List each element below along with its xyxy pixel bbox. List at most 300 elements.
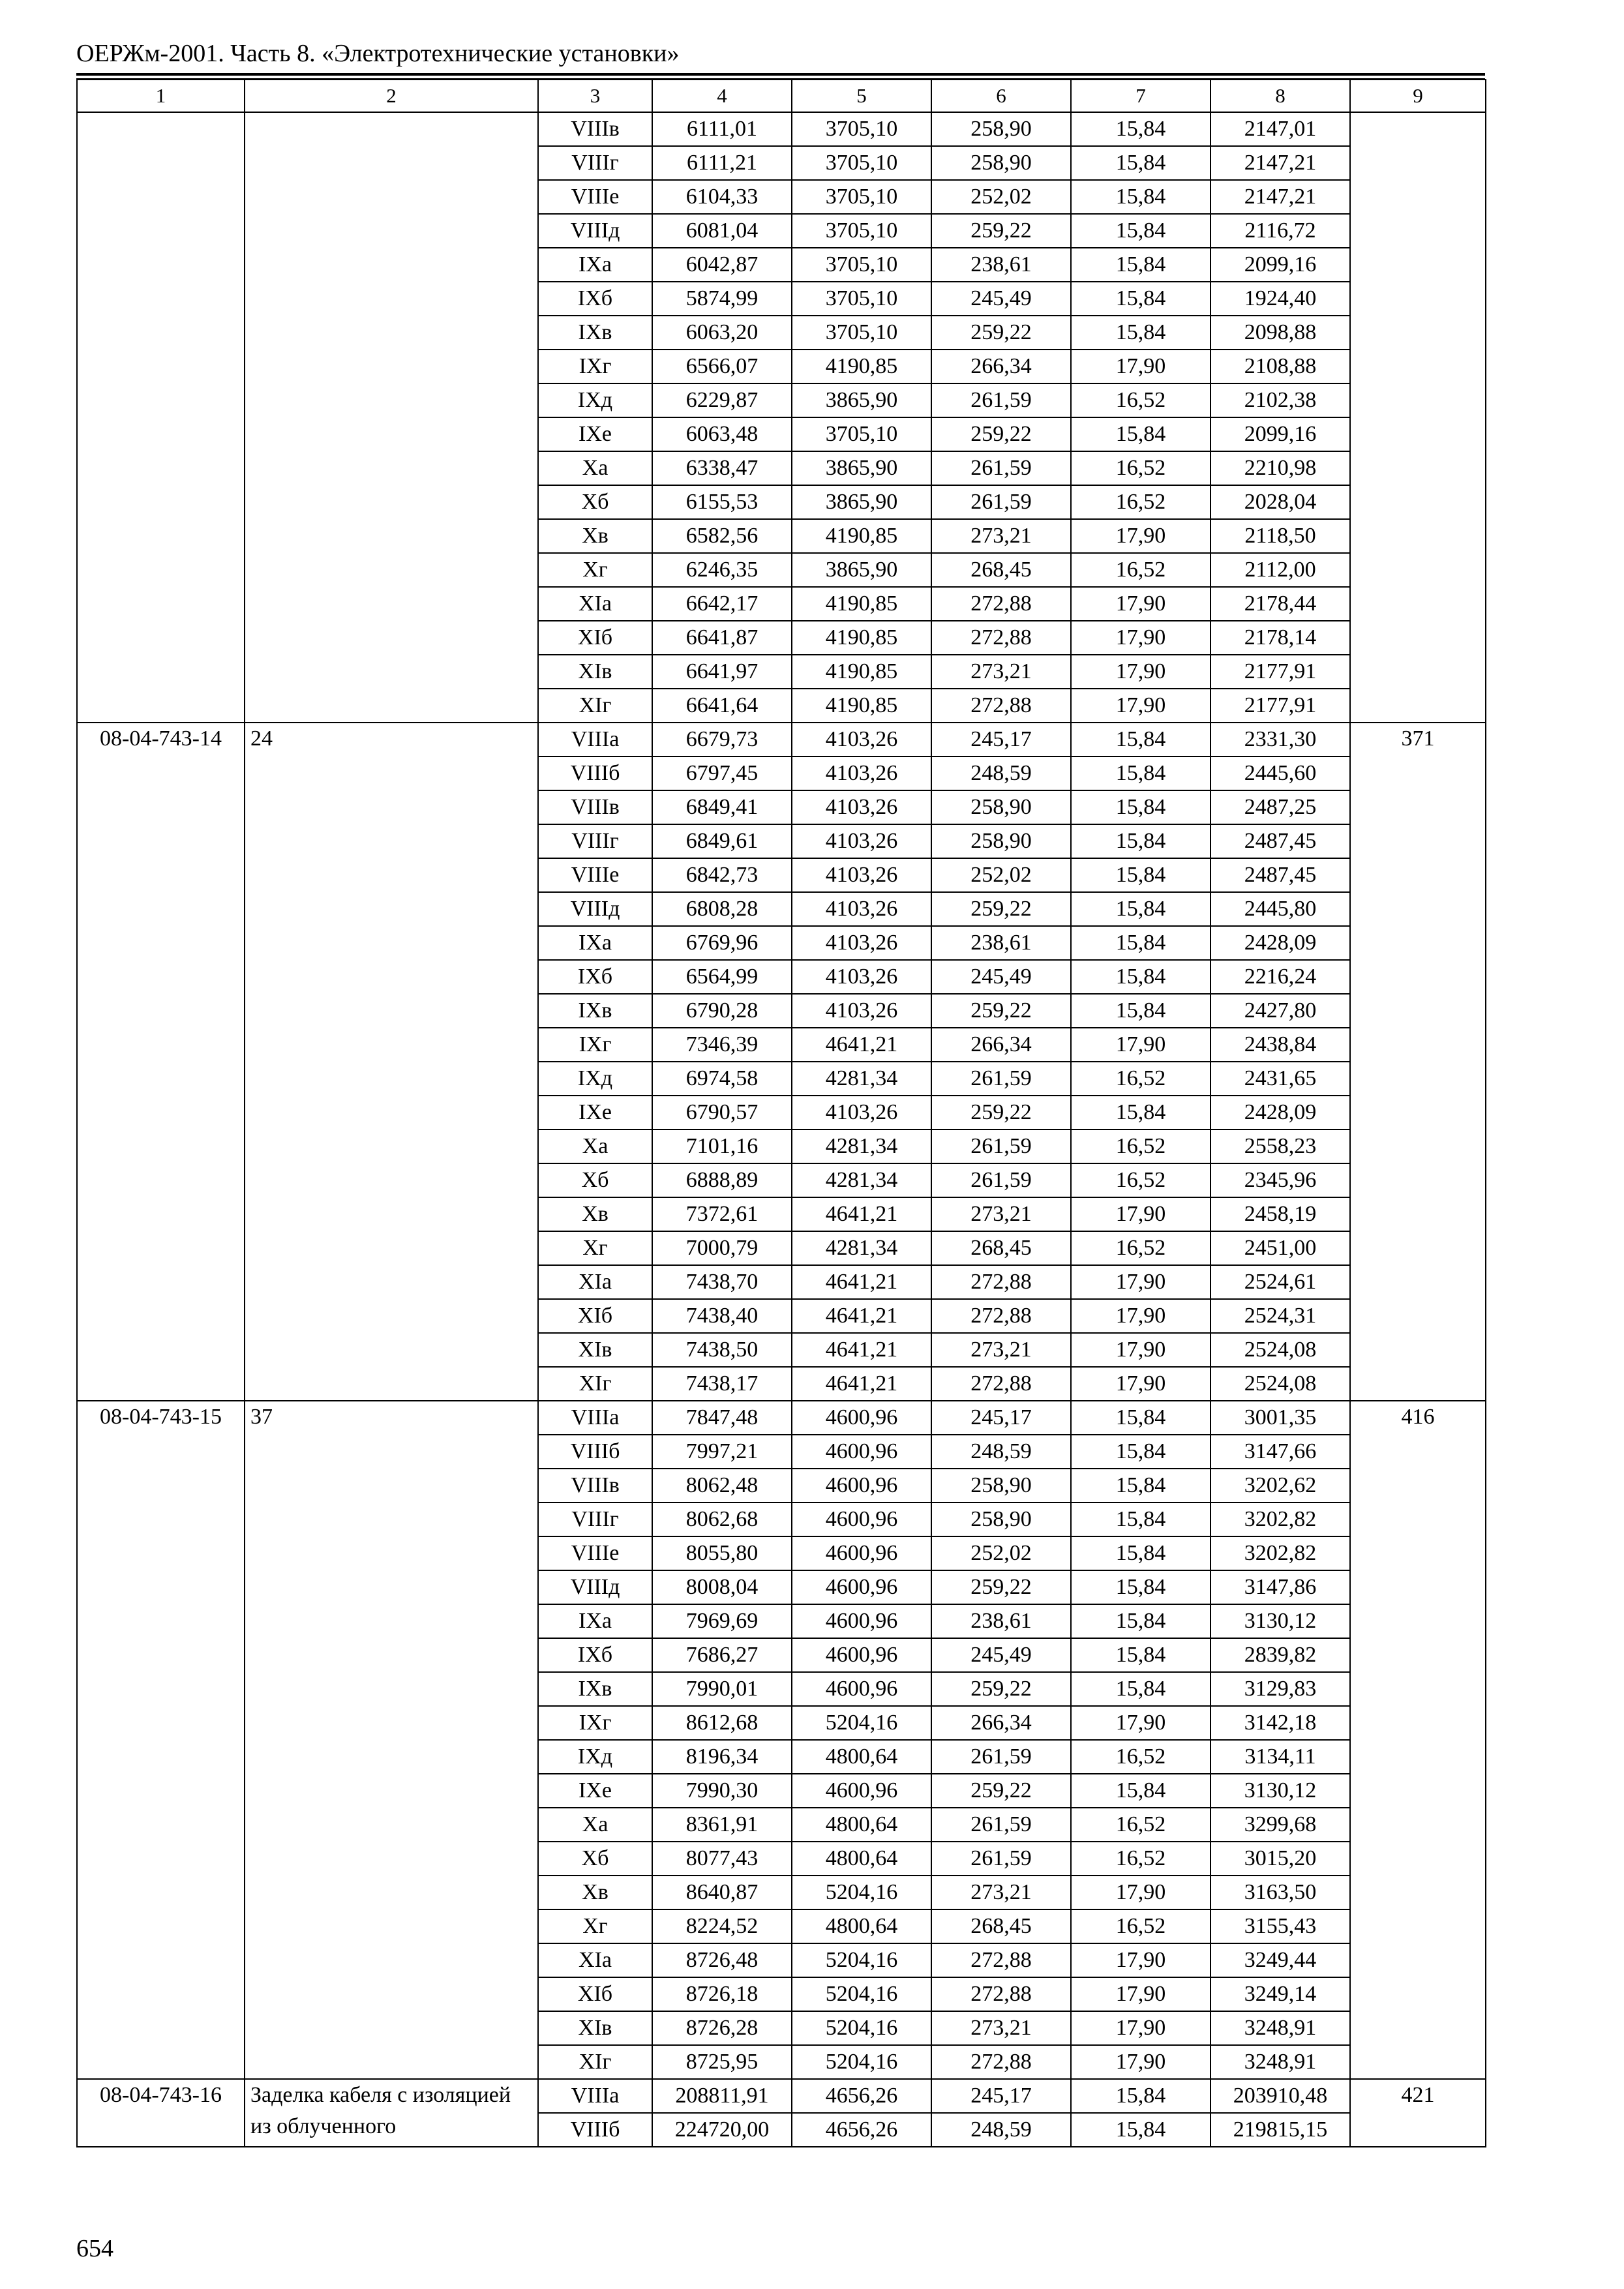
machinist-wages-cell: 17,90 <box>1071 689 1210 723</box>
wages-cell: 3705,10 <box>792 282 931 316</box>
total-cost-cell: 7000,79 <box>652 1231 792 1265</box>
wages-cell: 4600,96 <box>792 1638 931 1672</box>
category-cell: IXв <box>538 316 652 350</box>
materials-cell: 2177,91 <box>1210 655 1350 689</box>
machines-cell: 248,59 <box>931 2113 1071 2147</box>
materials-cell: 2118,50 <box>1210 519 1350 553</box>
table-body <box>77 80 1486 2147</box>
total-cost-cell: 8055,80 <box>652 1536 792 1570</box>
category-cell: VIIIд <box>538 214 652 248</box>
materials-cell: 3202,82 <box>1210 1503 1350 1536</box>
machinist-wages-cell: 17,90 <box>1071 1028 1210 1062</box>
category-cell: XIб <box>538 1299 652 1333</box>
materials-cell: 2108,88 <box>1210 350 1350 383</box>
category-cell: Xв <box>538 1197 652 1231</box>
materials-cell: 2487,25 <box>1210 790 1350 824</box>
machinist-wages-cell: 17,90 <box>1071 1299 1210 1333</box>
total-cost-cell: 6679,73 <box>652 723 792 756</box>
category-cell: IXб <box>538 960 652 994</box>
category-cell: XIв <box>538 655 652 689</box>
machines-cell: 259,22 <box>931 1570 1071 1604</box>
wages-cell: 3705,10 <box>792 146 931 180</box>
total-cost-cell: 6797,45 <box>652 756 792 790</box>
category-cell: Xв <box>538 1876 652 1909</box>
machines-cell: 268,45 <box>931 1231 1071 1265</box>
machinist-wages-cell: 15,84 <box>1071 960 1210 994</box>
total-cost-cell: 8077,43 <box>652 1842 792 1876</box>
wages-cell: 3865,90 <box>792 553 931 587</box>
wages-cell: 4103,26 <box>792 892 931 926</box>
materials-cell: 2438,84 <box>1210 1028 1350 1062</box>
machines-cell: 266,34 <box>931 1028 1071 1062</box>
wages-cell: 5204,16 <box>792 1943 931 1977</box>
wages-cell: 4600,96 <box>792 1672 931 1706</box>
materials-cell: 3134,11 <box>1210 1740 1350 1774</box>
machines-cell: 258,90 <box>931 790 1071 824</box>
total-cost-cell: 7346,39 <box>652 1028 792 1062</box>
machines-cell: 245,49 <box>931 960 1071 994</box>
category-cell: VIIIг <box>538 824 652 858</box>
machinist-wages-cell: 17,90 <box>1071 621 1210 655</box>
category-cell: VIIIд <box>538 892 652 926</box>
machinist-wages-cell: 17,90 <box>1071 1197 1210 1231</box>
machines-cell: 266,34 <box>931 1706 1071 1740</box>
wages-cell: 4800,64 <box>792 1909 931 1943</box>
total-cost-cell: 6564,99 <box>652 960 792 994</box>
materials-cell: 3130,12 <box>1210 1604 1350 1638</box>
price-table <box>76 79 1486 2147</box>
machines-cell: 259,22 <box>931 892 1071 926</box>
materials-cell: 3202,62 <box>1210 1469 1350 1503</box>
category-cell: XIг <box>538 1367 652 1401</box>
machinist-wages-cell: 16,52 <box>1071 1740 1210 1774</box>
machines-cell: 273,21 <box>931 1876 1071 1909</box>
machinist-wages-cell: 17,90 <box>1071 2011 1210 2045</box>
total-cost-cell: 8726,28 <box>652 2011 792 2045</box>
wages-cell: 4190,85 <box>792 689 931 723</box>
category-cell: Xв <box>538 519 652 553</box>
materials-cell: 2178,14 <box>1210 621 1350 655</box>
machines-cell: 261,59 <box>931 451 1071 485</box>
machinist-wages-cell: 15,84 <box>1071 248 1210 282</box>
wages-cell: 4103,26 <box>792 994 931 1028</box>
materials-cell: 2098,88 <box>1210 316 1350 350</box>
table-row <box>77 112 1486 146</box>
materials-cell: 1924,40 <box>1210 282 1350 316</box>
machinist-wages-cell: 15,84 <box>1071 316 1210 350</box>
materials-cell: 2524,31 <box>1210 1299 1350 1333</box>
wages-cell: 4641,21 <box>792 1367 931 1401</box>
total-cost-cell: 6246,35 <box>652 553 792 587</box>
machines-cell: 273,21 <box>931 1333 1071 1367</box>
total-cost-cell: 6974,58 <box>652 1062 792 1096</box>
column-number: 7 <box>1071 80 1210 112</box>
wages-cell: 4190,85 <box>792 519 931 553</box>
total-cost-cell: 6888,89 <box>652 1163 792 1197</box>
column-number-row <box>77 80 1486 112</box>
category-cell: VIIIб <box>538 2113 652 2147</box>
total-cost-cell: 7372,61 <box>652 1197 792 1231</box>
materials-cell: 2524,08 <box>1210 1333 1350 1367</box>
category-cell: VIIIд <box>538 1570 652 1604</box>
total-cost-cell: 6849,41 <box>652 790 792 824</box>
machines-cell: 259,22 <box>931 1096 1071 1130</box>
materials-cell: 2428,09 <box>1210 1096 1350 1130</box>
machines-cell: 261,59 <box>931 1163 1071 1197</box>
total-cost-cell: 6790,57 <box>652 1096 792 1130</box>
total-cost-cell: 6104,33 <box>652 180 792 214</box>
total-cost-cell: 7847,48 <box>652 1401 792 1435</box>
wages-cell: 4103,26 <box>792 756 931 790</box>
machinist-wages-cell: 15,84 <box>1071 1604 1210 1638</box>
category-cell: VIIIб <box>538 1435 652 1469</box>
wages-cell: 4190,85 <box>792 350 931 383</box>
machines-cell: 272,88 <box>931 587 1071 621</box>
machines-cell: 252,02 <box>931 1536 1071 1570</box>
wages-cell: 4281,34 <box>792 1231 931 1265</box>
wages-cell: 4600,96 <box>792 1604 931 1638</box>
category-cell: Xб <box>538 485 652 519</box>
machinist-wages-cell: 15,84 <box>1071 790 1210 824</box>
total-cost-cell: 7438,50 <box>652 1333 792 1367</box>
wages-cell: 4103,26 <box>792 790 931 824</box>
machinist-wages-cell: 15,84 <box>1071 858 1210 892</box>
total-cost-cell: 6566,07 <box>652 350 792 383</box>
machinist-wages-cell: 15,84 <box>1071 1570 1210 1604</box>
materials-cell: 2427,80 <box>1210 994 1350 1028</box>
machines-cell: 272,88 <box>931 1265 1071 1299</box>
machines-cell: 273,21 <box>931 655 1071 689</box>
page-title: ОЕРЖм-2001. Часть 8. «Электротехнические установки» <box>76 40 680 67</box>
materials-cell: 3202,82 <box>1210 1536 1350 1570</box>
machines-cell: 245,17 <box>931 723 1071 756</box>
machines-cell: 259,22 <box>931 214 1071 248</box>
machinist-wages-cell: 15,84 <box>1071 824 1210 858</box>
machinist-wages-cell: 15,84 <box>1071 417 1210 451</box>
machinist-wages-cell: 16,52 <box>1071 1130 1210 1163</box>
machines-cell: 272,88 <box>931 621 1071 655</box>
machinist-wages-cell: 15,84 <box>1071 112 1210 146</box>
materials-cell: 2099,16 <box>1210 417 1350 451</box>
machines-cell: 261,59 <box>931 1740 1071 1774</box>
wages-cell: 4281,34 <box>792 1130 931 1163</box>
machinist-wages-cell: 15,84 <box>1071 1096 1210 1130</box>
materials-cell: 2028,04 <box>1210 485 1350 519</box>
materials-cell: 2147,21 <box>1210 180 1350 214</box>
category-cell: VIIIе <box>538 858 652 892</box>
category-cell: VIIIб <box>538 756 652 790</box>
wages-cell: 5204,16 <box>792 1876 931 1909</box>
total-cost-cell: 8726,18 <box>652 1977 792 2011</box>
wages-cell: 4281,34 <box>792 1062 931 1096</box>
total-cost-cell: 208811,91 <box>652 2079 792 2113</box>
machines-cell: 261,59 <box>931 1842 1071 1876</box>
category-cell: Xб <box>538 1842 652 1876</box>
category-cell: Xа <box>538 1808 652 1842</box>
category-cell: XIг <box>538 689 652 723</box>
machinist-wages-cell: 15,84 <box>1071 2113 1210 2147</box>
machinist-wages-cell: 16,52 <box>1071 1231 1210 1265</box>
machines-cell: 258,90 <box>931 1469 1071 1503</box>
materials-cell: 3248,91 <box>1210 2045 1350 2079</box>
total-cost-cell: 6642,17 <box>652 587 792 621</box>
materials-cell: 2458,19 <box>1210 1197 1350 1231</box>
machinist-wages-cell: 16,52 <box>1071 451 1210 485</box>
column-number: 6 <box>931 80 1071 112</box>
materials-cell: 3155,43 <box>1210 1909 1350 1943</box>
total-cost-cell: 224720,00 <box>652 2113 792 2147</box>
materials-cell: 3163,50 <box>1210 1876 1350 1909</box>
machinist-wages-cell: 16,52 <box>1071 1062 1210 1096</box>
machines-cell: 245,17 <box>931 1401 1071 1435</box>
machinist-wages-cell: 17,90 <box>1071 655 1210 689</box>
wages-cell: 4281,34 <box>792 1163 931 1197</box>
machines-cell: 268,45 <box>931 1909 1071 1943</box>
wages-cell: 4600,96 <box>792 1774 931 1808</box>
wages-cell: 3705,10 <box>792 248 931 282</box>
wages-cell: 4103,26 <box>792 858 931 892</box>
total-cost-cell: 8726,48 <box>652 1943 792 1977</box>
total-cost-cell: 7969,69 <box>652 1604 792 1638</box>
total-cost-cell: 6808,28 <box>652 892 792 926</box>
machines-cell: 248,59 <box>931 756 1071 790</box>
materials-cell: 2839,82 <box>1210 1638 1350 1672</box>
materials-cell: 2102,38 <box>1210 383 1350 417</box>
machines-cell: 266,34 <box>931 350 1071 383</box>
total-cost-cell: 6641,97 <box>652 655 792 689</box>
total-cost-cell: 6063,20 <box>652 316 792 350</box>
category-cell: VIIIа <box>538 723 652 756</box>
materials-cell: 2177,91 <box>1210 689 1350 723</box>
machines-cell: 261,59 <box>931 1808 1071 1842</box>
page-header <box>76 38 1485 80</box>
category-cell: IXб <box>538 282 652 316</box>
machinist-wages-cell: 15,84 <box>1071 994 1210 1028</box>
machines-cell: 238,61 <box>931 926 1071 960</box>
total-cost-cell: 7686,27 <box>652 1638 792 1672</box>
total-cost-cell: 7438,70 <box>652 1265 792 1299</box>
description-cell: 37 <box>245 1401 538 2079</box>
category-cell: IXг <box>538 350 652 383</box>
category-cell: IXе <box>538 1774 652 1808</box>
category-cell: IXг <box>538 1028 652 1062</box>
wages-cell: 4641,21 <box>792 1299 931 1333</box>
wages-cell: 3705,10 <box>792 180 931 214</box>
category-cell: XIа <box>538 1265 652 1299</box>
category-cell: VIIIг <box>538 1503 652 1536</box>
machinist-wages-cell: 15,84 <box>1071 2079 1210 2113</box>
machines-cell: 261,59 <box>931 383 1071 417</box>
materials-cell: 2451,00 <box>1210 1231 1350 1265</box>
total-cost-cell: 6081,04 <box>652 214 792 248</box>
category-cell: Xг <box>538 1231 652 1265</box>
materials-cell: 2178,44 <box>1210 587 1350 621</box>
wages-cell: 4103,26 <box>792 824 931 858</box>
materials-cell: 2524,08 <box>1210 1367 1350 1401</box>
description-cell: 24 <box>245 723 538 1401</box>
machinist-wages-cell: 17,90 <box>1071 1943 1210 1977</box>
machinist-wages-cell: 15,84 <box>1071 1774 1210 1808</box>
total-cost-cell: 6042,87 <box>652 248 792 282</box>
category-cell: Xб <box>538 1163 652 1197</box>
wages-cell: 4656,26 <box>792 2079 931 2113</box>
machinist-wages-cell: 15,84 <box>1071 1638 1210 1672</box>
wages-cell: 4600,96 <box>792 1536 931 1570</box>
machinist-wages-cell: 15,84 <box>1071 1469 1210 1503</box>
materials-cell: 3130,12 <box>1210 1774 1350 1808</box>
page-number: 654 <box>76 2235 113 2262</box>
machinist-wages-cell: 17,90 <box>1071 1977 1210 2011</box>
category-cell: VIIIа <box>538 1401 652 1435</box>
machinist-wages-cell: 16,52 <box>1071 383 1210 417</box>
machines-cell: 258,90 <box>931 824 1071 858</box>
total-cost-cell: 6769,96 <box>652 926 792 960</box>
category-cell: XIв <box>538 2011 652 2045</box>
wages-cell: 4800,64 <box>792 1808 931 1842</box>
total-cost-cell: 8008,04 <box>652 1570 792 1604</box>
machinist-wages-cell: 15,84 <box>1071 756 1210 790</box>
wages-cell: 4656,26 <box>792 2113 931 2147</box>
wages-cell: 4103,26 <box>792 1096 931 1130</box>
machines-cell: 272,88 <box>931 1943 1071 1977</box>
total-cost-cell: 7997,21 <box>652 1435 792 1469</box>
machinist-wages-cell: 16,52 <box>1071 1842 1210 1876</box>
wages-cell: 5204,16 <box>792 2045 931 2079</box>
table-row <box>77 723 1486 756</box>
category-cell: VIIIе <box>538 180 652 214</box>
total-cost-cell: 6111,21 <box>652 146 792 180</box>
total-cost-cell: 7990,01 <box>652 1672 792 1706</box>
machines-cell: 258,90 <box>931 1503 1071 1536</box>
category-cell: VIIIв <box>538 790 652 824</box>
machines-cell: 258,90 <box>931 146 1071 180</box>
machines-cell: 273,21 <box>931 519 1071 553</box>
machines-cell: 273,21 <box>931 2011 1071 2045</box>
category-cell: VIIIе <box>538 1536 652 1570</box>
category-cell: IXе <box>538 417 652 451</box>
machinist-wages-cell: 15,84 <box>1071 892 1210 926</box>
wages-cell: 4600,96 <box>792 1570 931 1604</box>
materials-cell: 2445,60 <box>1210 756 1350 790</box>
category-cell: IXд <box>538 1062 652 1096</box>
column-number: 1 <box>77 80 245 112</box>
category-cell: IXа <box>538 926 652 960</box>
wages-cell: 3705,10 <box>792 316 931 350</box>
materials-cell: 219815,15 <box>1210 2113 1350 2147</box>
total-cost-cell: 7101,16 <box>652 1130 792 1163</box>
total-cost-cell: 6582,56 <box>652 519 792 553</box>
machinist-wages-cell: 16,52 <box>1071 1808 1210 1842</box>
materials-cell: 3147,86 <box>1210 1570 1350 1604</box>
wages-cell: 5204,16 <box>792 1706 931 1740</box>
machinist-wages-cell: 15,84 <box>1071 180 1210 214</box>
description-cell: Заделка кабеля с изоляцией из облученного <box>245 2079 538 2147</box>
machinist-wages-cell: 17,90 <box>1071 519 1210 553</box>
materials-cell: 2431,65 <box>1210 1062 1350 1096</box>
wages-cell: 4103,26 <box>792 723 931 756</box>
wages-cell: 3865,90 <box>792 485 931 519</box>
total-cost-cell: 5874,99 <box>652 282 792 316</box>
category-cell: XIб <box>538 621 652 655</box>
total-cost-cell: 8640,87 <box>652 1876 792 1909</box>
total-cost-cell: 7438,40 <box>652 1299 792 1333</box>
wages-cell: 4600,96 <box>792 1503 931 1536</box>
category-cell: XIв <box>538 1333 652 1367</box>
materials-cell: 2487,45 <box>1210 824 1350 858</box>
materials-cell: 2147,01 <box>1210 112 1350 146</box>
machines-cell: 245,49 <box>931 282 1071 316</box>
total-cost-cell: 6229,87 <box>652 383 792 417</box>
machinist-wages-cell: 16,52 <box>1071 1163 1210 1197</box>
category-cell: Xг <box>538 553 652 587</box>
machinist-wages-cell: 16,52 <box>1071 553 1210 587</box>
table-row <box>77 1401 1486 1435</box>
wages-cell: 4190,85 <box>792 587 931 621</box>
materials-cell: 3249,14 <box>1210 1977 1350 2011</box>
machinist-wages-cell: 17,90 <box>1071 1367 1210 1401</box>
materials-cell: 2345,96 <box>1210 1163 1350 1197</box>
machinist-wages-cell: 15,84 <box>1071 282 1210 316</box>
rate-code-cell: 08-04-743-15 <box>77 1401 245 2079</box>
total-cost-cell: 8062,68 <box>652 1503 792 1536</box>
description-cell <box>245 112 538 723</box>
materials-cell: 3299,68 <box>1210 1808 1350 1842</box>
materials-cell: 3015,20 <box>1210 1842 1350 1876</box>
category-cell: IXа <box>538 1604 652 1638</box>
machines-cell: 259,22 <box>931 1774 1071 1808</box>
category-cell: Xа <box>538 1130 652 1163</box>
materials-cell: 3147,66 <box>1210 1435 1350 1469</box>
materials-cell: 2147,21 <box>1210 146 1350 180</box>
category-cell: XIа <box>538 587 652 621</box>
machines-cell: 273,21 <box>931 1197 1071 1231</box>
category-cell: IXд <box>538 1740 652 1774</box>
total-cost-cell: 6338,47 <box>652 451 792 485</box>
materials-cell: 2216,24 <box>1210 960 1350 994</box>
wages-cell: 3865,90 <box>792 383 931 417</box>
machines-cell: 238,61 <box>931 248 1071 282</box>
materials-cell: 2116,72 <box>1210 214 1350 248</box>
machines-cell: 238,61 <box>931 1604 1071 1638</box>
materials-cell: 2428,09 <box>1210 926 1350 960</box>
machinist-wages-cell: 17,90 <box>1071 350 1210 383</box>
wages-cell: 4190,85 <box>792 655 931 689</box>
category-cell: IXе <box>538 1096 652 1130</box>
category-cell: Xг <box>538 1909 652 1943</box>
wages-cell: 5204,16 <box>792 1977 931 2011</box>
column-number: 3 <box>538 80 652 112</box>
category-cell: XIб <box>538 1977 652 2011</box>
machinist-wages-cell: 16,52 <box>1071 1909 1210 1943</box>
machines-cell: 252,02 <box>931 858 1071 892</box>
total-cost-cell: 7990,30 <box>652 1774 792 1808</box>
column-number: 4 <box>652 80 792 112</box>
wages-cell: 4641,21 <box>792 1333 931 1367</box>
total-cost-cell: 6641,87 <box>652 621 792 655</box>
wages-cell: 4190,85 <box>792 621 931 655</box>
labor-cell: 371 <box>1350 723 1486 1401</box>
machines-cell: 272,88 <box>931 1977 1071 2011</box>
total-cost-cell: 6790,28 <box>652 994 792 1028</box>
machines-cell: 272,88 <box>931 1367 1071 1401</box>
total-cost-cell: 8361,91 <box>652 1808 792 1842</box>
materials-cell: 3142,18 <box>1210 1706 1350 1740</box>
total-cost-cell: 8062,48 <box>652 1469 792 1503</box>
machines-cell: 259,22 <box>931 316 1071 350</box>
total-cost-cell: 6111,01 <box>652 112 792 146</box>
wages-cell: 3705,10 <box>792 214 931 248</box>
total-cost-cell: 6155,53 <box>652 485 792 519</box>
